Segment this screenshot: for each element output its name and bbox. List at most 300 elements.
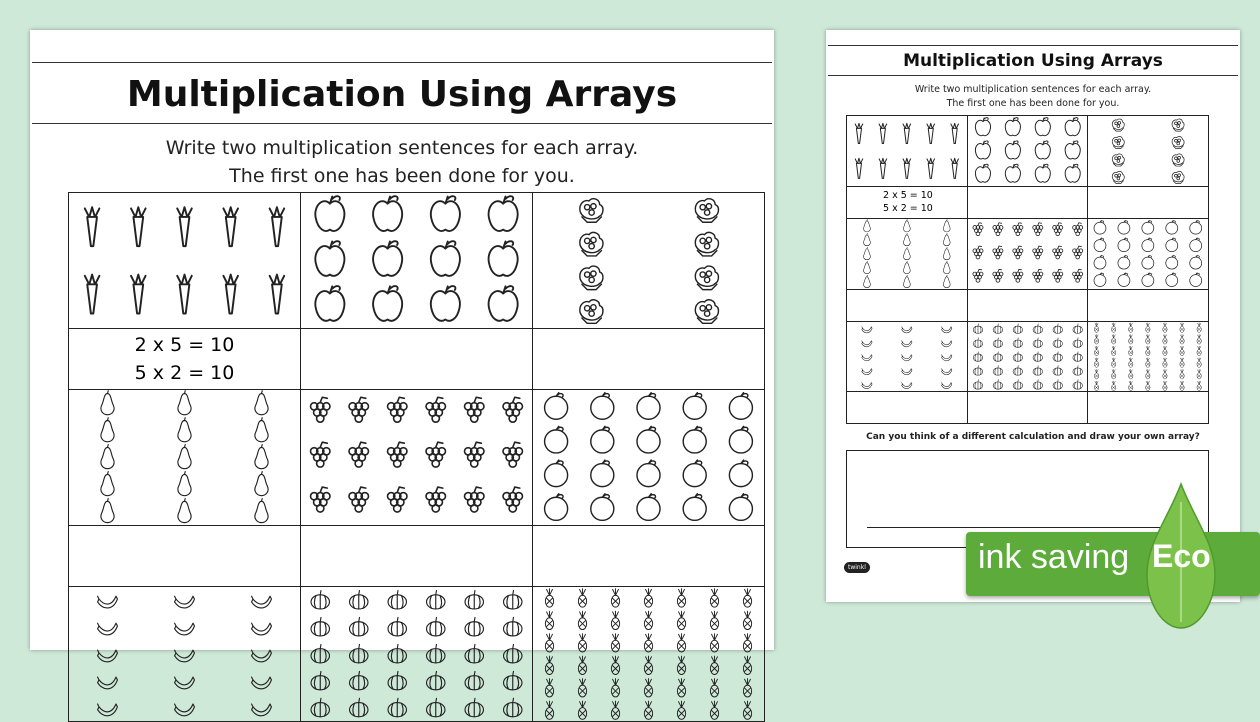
pumpkin-icon (1073, 337, 1083, 347)
grapes-icon (1032, 246, 1042, 259)
pear-icon (864, 275, 871, 287)
cauliflower-icon (580, 232, 603, 256)
array-cell (533, 586, 765, 722)
pumpkin-icon (1073, 323, 1083, 333)
pumpkin-icon (465, 671, 483, 689)
ink-saving-label: ink saving (978, 538, 1130, 576)
pear-icon (943, 261, 950, 273)
orange-icon (1142, 255, 1154, 269)
pear-icon (178, 444, 191, 468)
pineapple-icon (677, 701, 685, 719)
cauliflower-icon (695, 300, 718, 324)
pineapple-icon (1129, 346, 1133, 355)
orange-icon (591, 426, 614, 453)
pumpkin-icon (1033, 337, 1043, 347)
pineapple-icon (1197, 369, 1201, 378)
pear-icon (255, 390, 268, 414)
answer-cell[interactable] (967, 392, 1088, 424)
pineapple-icon (545, 656, 553, 674)
pumpkin-icon (465, 644, 483, 662)
apple-icon (431, 286, 460, 321)
banana-icon (175, 650, 195, 662)
twinkl-logo: twinkl (844, 562, 870, 573)
pineapple-icon (1197, 357, 1201, 366)
pineapple-icon (1180, 357, 1184, 366)
answer-cell[interactable] (1088, 289, 1209, 321)
answer-cell[interactable] (533, 525, 765, 586)
orange-icon (1166, 255, 1178, 269)
array-apple (301, 193, 532, 328)
pineapple-icon (578, 656, 586, 674)
apple-icon (975, 118, 990, 136)
carrot-icon (223, 275, 238, 314)
pineapple-icon (1163, 357, 1167, 366)
pineapple-icon (1129, 334, 1133, 343)
banana-icon (252, 677, 272, 689)
orange-icon (683, 493, 706, 520)
pineapple-icon (1095, 357, 1099, 366)
pineapple-icon (644, 701, 652, 719)
carrot-icon (855, 158, 863, 178)
array-cell (301, 586, 533, 722)
pineapple-icon (644, 633, 652, 651)
orange-icon (545, 392, 568, 419)
grapes-icon (388, 397, 407, 422)
carrot-icon (85, 207, 100, 246)
pineapple-icon (677, 588, 685, 606)
pumpkin-icon (1013, 351, 1023, 361)
pineapple-icon (1146, 334, 1150, 343)
array-grid (68, 192, 765, 722)
banana-icon (942, 340, 952, 346)
cauliflower-icon (1172, 136, 1184, 148)
pineapple-icon (743, 656, 751, 674)
grapes-icon (1012, 223, 1022, 236)
pumpkin-icon (504, 671, 522, 689)
cauliflower-icon (1172, 171, 1184, 183)
array-cell (847, 116, 968, 187)
pineapple-icon (1112, 369, 1116, 378)
pumpkin-icon (1073, 379, 1083, 389)
pumpkin-icon (1013, 365, 1023, 375)
grapes-icon (388, 442, 407, 467)
banana-icon (942, 326, 952, 332)
pear-icon (255, 471, 268, 495)
answer-cell-example (847, 186, 968, 218)
pineapple-icon (1095, 369, 1099, 378)
orange-icon (1094, 238, 1106, 252)
array-cell (533, 193, 765, 329)
pineapple-icon (1112, 381, 1116, 390)
answer-cell[interactable] (301, 328, 533, 389)
eco-label: Eco (1152, 538, 1211, 574)
cauliflower-icon (580, 266, 603, 290)
carrot-icon (927, 158, 935, 178)
grapes-icon (993, 269, 1003, 282)
pineapple-icon (677, 656, 685, 674)
pineapple-icon (1180, 346, 1184, 355)
pear-icon (943, 275, 950, 287)
orange-icon (637, 426, 660, 453)
instruction-line-1: Write two multiplication sentences for each array. (914, 84, 1152, 95)
pear-icon (255, 498, 268, 522)
pineapple-icon (1197, 381, 1201, 390)
pumpkin-icon (388, 617, 406, 635)
pineapple-icon (1112, 323, 1116, 332)
cauliflower-icon (1113, 154, 1125, 166)
pumpkin-icon (1013, 379, 1023, 389)
pumpkin-icon (350, 590, 368, 608)
pumpkin-icon (465, 617, 483, 635)
banana-icon (252, 650, 272, 662)
instructions (826, 83, 1240, 111)
pear-icon (864, 247, 871, 259)
carrot-icon (131, 207, 146, 246)
banana-icon (175, 704, 195, 716)
banana-icon (942, 354, 952, 360)
apple-icon (315, 196, 344, 231)
pumpkin-icon (1013, 323, 1023, 333)
answer-cell[interactable] (1088, 186, 1209, 218)
array-pumpkin (301, 587, 532, 722)
pineapple-icon (545, 633, 553, 651)
carrot-icon (177, 275, 192, 314)
pumpkin-icon (1033, 365, 1043, 375)
pineapple-icon (1163, 369, 1167, 378)
pumpkin-icon (1033, 323, 1043, 333)
array-cell (967, 321, 1088, 392)
cauliflower-icon (580, 300, 603, 324)
answer-cell[interactable] (967, 289, 1088, 321)
pineapple-icon (1197, 323, 1201, 332)
array-cell (847, 218, 968, 289)
array-grid (846, 115, 1209, 424)
pumpkin-icon (1053, 351, 1063, 361)
pumpkin-icon (504, 698, 522, 716)
pumpkin-icon (465, 590, 483, 608)
carrot-icon (270, 207, 285, 246)
orange-icon (1094, 273, 1106, 287)
pear-icon (255, 417, 268, 441)
orange-icon (1118, 255, 1130, 269)
array-pumpkin (968, 322, 1088, 392)
grapes-icon (426, 487, 445, 512)
array-cell (847, 321, 968, 392)
instruction-line-2: The first one has been done for you. (946, 98, 1120, 109)
array-carrot (69, 193, 300, 328)
pumpkin-icon (1073, 365, 1083, 375)
answer-cell[interactable] (847, 289, 968, 321)
pumpkin-icon (311, 644, 329, 662)
header-rule-top (32, 62, 772, 63)
banana-icon (98, 650, 118, 662)
pumpkin-icon (388, 590, 406, 608)
pumpkin-icon (504, 617, 522, 635)
answer-cell[interactable] (533, 328, 765, 389)
pumpkin-icon (973, 379, 983, 389)
pineapple-icon (611, 633, 619, 651)
grapes-icon (311, 487, 330, 512)
pumpkin-icon (1053, 337, 1063, 347)
array-pineapple (533, 587, 764, 722)
pineapple-icon (1180, 323, 1184, 332)
orange-icon (1190, 220, 1202, 234)
banana-icon (98, 623, 118, 635)
apple-icon (1065, 141, 1080, 159)
orange-icon (545, 426, 568, 453)
carrot-icon (131, 275, 146, 314)
pineapple-icon (578, 678, 586, 696)
eco-ink-saving-badge (966, 482, 1260, 630)
worksheet-large-preview (30, 30, 774, 650)
pumpkin-icon (427, 671, 445, 689)
array-cell (69, 389, 301, 525)
banana-icon (862, 326, 872, 332)
apple-icon (1035, 164, 1050, 182)
pineapple-icon (677, 633, 685, 651)
array-banana (69, 587, 300, 722)
apple-icon (373, 196, 402, 231)
orange-icon (545, 460, 568, 487)
grapes-icon (426, 442, 445, 467)
orange-icon (591, 493, 614, 520)
cauliflower-icon (1113, 171, 1125, 183)
pineapple-icon (710, 611, 718, 629)
pumpkin-icon (993, 351, 1003, 361)
grapes-icon (503, 487, 522, 512)
pineapple-icon (1129, 381, 1133, 390)
apple-icon (1035, 118, 1050, 136)
array-pineapple (1088, 322, 1208, 392)
pineapple-icon (1197, 346, 1201, 355)
pumpkin-icon (1053, 379, 1063, 389)
pumpkin-icon (1033, 379, 1043, 389)
array-banana (847, 322, 967, 392)
orange-icon (591, 460, 614, 487)
apple-icon (489, 241, 518, 276)
pumpkin-icon (1033, 351, 1043, 361)
orange-icon (1166, 238, 1178, 252)
array-cell (533, 389, 765, 525)
pineapple-icon (1180, 381, 1184, 390)
carrot-icon (879, 123, 887, 143)
apple-icon (975, 141, 990, 159)
banana-icon (862, 382, 872, 388)
pineapple-icon (710, 678, 718, 696)
array-cell (301, 389, 533, 525)
pineapple-icon (545, 701, 553, 719)
pear-icon (178, 498, 191, 522)
grapes-icon (426, 397, 445, 422)
pear-icon (101, 471, 114, 495)
pear-icon (864, 261, 871, 273)
apple-icon (1005, 141, 1020, 159)
carrot-icon (927, 123, 935, 143)
pineapple-icon (578, 633, 586, 651)
array-cauliflower (1088, 116, 1208, 186)
pineapple-icon (611, 701, 619, 719)
apple-icon (489, 196, 518, 231)
pineapple-icon (1163, 381, 1167, 390)
pumpkin-icon (427, 590, 445, 608)
orange-icon (1142, 273, 1154, 287)
pineapple-icon (1146, 369, 1150, 378)
orange-icon (637, 460, 660, 487)
example-answer-2: 5 x 2 = 10 (883, 203, 933, 215)
banana-icon (175, 677, 195, 689)
apple-icon (315, 241, 344, 276)
pumpkin-icon (427, 644, 445, 662)
pineapple-icon (1163, 323, 1167, 332)
orange-icon (729, 426, 752, 453)
orange-icon (1094, 255, 1106, 269)
pumpkin-icon (1053, 323, 1063, 333)
apple-icon (1035, 141, 1050, 159)
banana-icon (942, 382, 952, 388)
pineapple-icon (1112, 346, 1116, 355)
pumpkin-icon (427, 698, 445, 716)
banana-icon (902, 382, 912, 388)
pear-icon (178, 471, 191, 495)
pear-icon (864, 233, 871, 245)
grapes-icon (465, 487, 484, 512)
banana-icon (902, 326, 912, 332)
pear-icon (903, 233, 910, 245)
grapes-icon (311, 397, 330, 422)
example-answer-1: 2 x 5 = 10 (134, 333, 235, 356)
orange-icon (1190, 238, 1202, 252)
pineapple-icon (743, 633, 751, 651)
apple-icon (975, 164, 990, 182)
pineapple-icon (1146, 357, 1150, 366)
banana-icon (902, 340, 912, 346)
cauliflower-icon (1172, 154, 1184, 166)
answer-cell[interactable] (69, 525, 301, 586)
pumpkin-icon (1073, 351, 1083, 361)
pumpkin-icon (311, 590, 329, 608)
pineapple-icon (710, 633, 718, 651)
banana-icon (98, 704, 118, 716)
header-rule-bottom (32, 123, 772, 124)
array-pear (69, 390, 300, 525)
pineapple-icon (743, 588, 751, 606)
orange-icon (683, 426, 706, 453)
grapes-icon (1012, 269, 1022, 282)
apple-icon (1005, 118, 1020, 136)
carrot-icon (951, 123, 959, 143)
pineapple-icon (710, 701, 718, 719)
pineapple-icon (1129, 323, 1133, 332)
carrot-icon (903, 158, 911, 178)
banana-icon (98, 596, 118, 608)
pear-icon (178, 390, 191, 414)
answer-cell[interactable] (967, 186, 1088, 218)
banana-icon (252, 623, 272, 635)
answer-cell[interactable] (301, 525, 533, 586)
pumpkin-icon (350, 617, 368, 635)
array-apple (968, 116, 1088, 186)
answer-cell[interactable] (847, 392, 968, 424)
pineapple-icon (611, 611, 619, 629)
array-cell (301, 193, 533, 329)
pineapple-icon (1095, 334, 1099, 343)
apple-icon (1065, 118, 1080, 136)
pineapple-icon (1180, 369, 1184, 378)
pumpkin-icon (1013, 337, 1023, 347)
banana-icon (252, 596, 272, 608)
orange-icon (545, 493, 568, 520)
pineapple-icon (743, 701, 751, 719)
apple-icon (373, 286, 402, 321)
banana-icon (902, 368, 912, 374)
grapes-icon (993, 223, 1003, 236)
grapes-icon (465, 397, 484, 422)
example-answer-1: 2 x 5 = 10 (883, 190, 933, 202)
grapes-icon (388, 487, 407, 512)
pineapple-icon (677, 611, 685, 629)
carrot-icon (177, 207, 192, 246)
pineapple-icon (1112, 357, 1116, 366)
header-rule-top (828, 45, 1238, 46)
instructions (30, 134, 774, 190)
banana-icon (862, 354, 872, 360)
carrot-icon (270, 275, 285, 314)
cauliflower-icon (580, 199, 603, 223)
orange-icon (1166, 220, 1178, 234)
banana-icon (175, 596, 195, 608)
array-grapes (301, 390, 532, 525)
pineapple-icon (611, 588, 619, 606)
pineapple-icon (1112, 334, 1116, 343)
grapes-icon (503, 397, 522, 422)
pineapple-icon (1146, 346, 1150, 355)
pineapple-icon (545, 611, 553, 629)
pumpkin-icon (504, 644, 522, 662)
pear-icon (943, 233, 950, 245)
orange-icon (683, 460, 706, 487)
grapes-icon (349, 442, 368, 467)
pumpkin-icon (350, 644, 368, 662)
orange-icon (1118, 273, 1130, 287)
pear-icon (903, 261, 910, 273)
carrot-icon (903, 123, 911, 143)
grapes-icon (993, 246, 1003, 259)
pumpkin-icon (504, 590, 522, 608)
cauliflower-icon (695, 232, 718, 256)
orange-icon (1094, 220, 1106, 234)
pineapple-icon (1146, 381, 1150, 390)
pumpkin-icon (311, 698, 329, 716)
pineapple-icon (578, 701, 586, 719)
apple-icon (1005, 164, 1020, 182)
grapes-icon (1012, 246, 1022, 259)
pumpkin-icon (1053, 365, 1063, 375)
cauliflower-icon (1113, 119, 1125, 131)
grapes-icon (1072, 223, 1082, 236)
pumpkin-icon (388, 671, 406, 689)
array-cell (967, 116, 1088, 187)
orange-icon (1166, 273, 1178, 287)
pumpkin-icon (388, 644, 406, 662)
grapes-icon (465, 442, 484, 467)
pineapple-icon (1146, 323, 1150, 332)
pear-icon (903, 275, 910, 287)
pineapple-icon (644, 656, 652, 674)
answer-cell[interactable] (1088, 392, 1209, 424)
worksheet-title: Multiplication Using Arrays (126, 74, 678, 115)
array-cell (967, 218, 1088, 289)
banana-icon (862, 340, 872, 346)
